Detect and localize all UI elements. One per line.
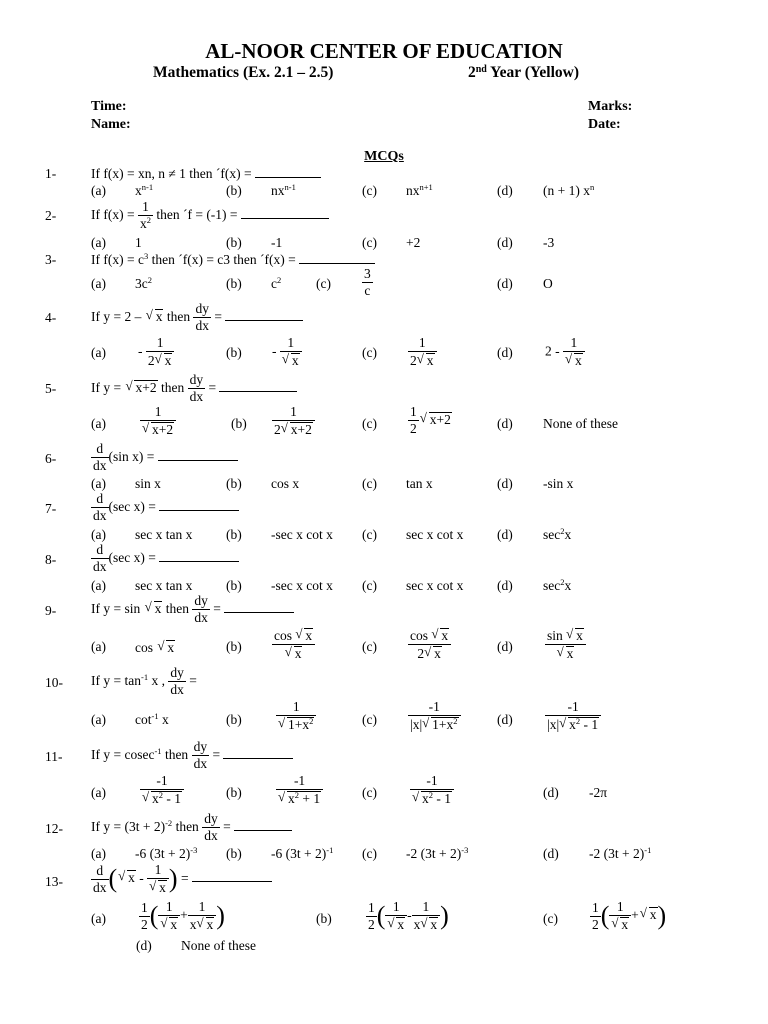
option-label: (c) [362,183,377,198]
question-3-stem: If $f(x) = c^3$ then ´f(x) = c3 then ´f(x) = [91,253,375,267]
question-number: 1- [45,166,57,181]
q1-option-c: $nx^{n+1}$ [406,182,433,198]
option-label: (d) [543,846,559,861]
q8-option-b: -sec x cot x [271,578,333,593]
option-label: (b) [226,345,242,360]
option-label: (b) [226,639,242,654]
option-label: (c) [362,712,377,727]
q2-option-c: +2 [406,235,421,250]
question-8-stem: $\frac{d}{dx}$ (sec x) = [91,543,239,574]
option-label: (d) [136,938,152,953]
question-number: 11- [45,749,63,764]
q12-option-a: -6 $(3t + 2)^{-3}$ [135,845,198,861]
option-label: (d) [497,527,513,542]
q5-option-d: None of these [543,416,618,431]
time-label: Time: [91,99,127,114]
question-1-stem: If f(x) = xn, n ≠ 1 then ´f(x) = [91,167,321,181]
option-label: (a) [91,235,106,250]
option-label: (b) [226,578,242,593]
section-title: MCQs [364,149,404,164]
option-label: (a) [91,345,106,360]
question-12-stem: If $y = (3t + 2)^{-2}$ then $\frac{dy}{dx}$ = [91,812,292,843]
option-label: (c) [362,345,377,360]
question-7-stem: $\frac{d}{dx}$ (sec x) = [91,492,239,523]
question-number: 10- [45,675,63,690]
q11-option-c: -1 √ $x^2 - 1$ [410,774,454,806]
option-label: (a) [91,476,106,491]
date-label: Date: [588,117,621,132]
q10-option-c: $\frac{-1}{|x|√ 1+x^2}$ [408,700,461,732]
q12-option-d: -2 $(3t + 2)^{-1}$ [589,845,652,861]
option-label: (a) [91,416,106,431]
name-label: Name: [91,117,131,132]
option-label: (d) [497,578,513,593]
q10-option-b: 1 √ $1+x^2$ [276,700,316,732]
q1-option-b: $nx^{n-1}$ [271,182,296,198]
q5-option-a: 1 √ x+2 [140,405,176,437]
q8-option-c: sec x cot x [406,578,464,593]
question-number: 13- [45,874,63,889]
question-number: 7- [45,501,57,516]
q13-option-b: $\frac{1}{2}$ ( 1 √ x - $\frac{1}{x√ x}$ ) [366,900,449,932]
q9-option-d: sin √ x √ x [545,628,586,661]
q6-option-a: sin x [135,476,161,491]
q1-option-a: $x^{n-1}$ [135,182,154,198]
option-label: (b) [226,276,242,291]
option-label: (a) [91,785,106,800]
q3-option-b: $c^2$ [271,275,282,291]
question-number: 5- [45,381,57,396]
question-number: 8- [45,552,57,567]
option-label: (b) [226,846,242,861]
q5-option-c: $\frac{1}{2}$ √ x+2 [408,405,452,436]
q6-option-b: cos x [271,476,300,491]
option-label: (d) [497,183,513,198]
question-6-stem: $\frac{d}{dx}$ (sin x) = [91,442,238,473]
question-13-stem: $\frac{d}{dx}$ (√ x - 1 √ x ) = [91,863,272,895]
option-label: (c) [362,578,377,593]
option-label: (c) [362,416,377,431]
q11-option-a: -1 √ $x^2 - 1$ [140,774,184,806]
option-label: (d) [497,476,513,491]
option-label: (d) [497,276,513,291]
option-label: (c) [362,639,377,654]
year-line: 2nd Year (Yellow) [468,64,579,81]
question-number: 6- [45,451,57,466]
option-label: (a) [91,527,106,542]
q2-option-a: 1 [135,235,142,250]
option-label: (d) [497,639,513,654]
option-label: (d) [497,235,513,250]
subject-line: Mathematics (Ex. 2.1 – 2.5) [153,64,334,81]
q2-option-b: -1 [271,235,283,250]
option-label: (b) [226,235,242,250]
option-label: (a) [91,639,106,654]
question-number: 4- [45,310,57,325]
q13-option-d: None of these [181,938,256,953]
option-label: (c) [362,235,377,250]
q10-option-a: $\cot^{-1} x$ [135,711,169,727]
question-10-stem: If $y = \tan^{-1} x$ , $\frac{dy}{dx}$ = [91,665,197,698]
q10-option-d: $\frac{-1}{|x|√ x^2 - 1}$ [545,700,601,732]
q7-option-b: -sec x cot x [271,527,333,542]
option-label: (a) [91,578,106,593]
q4-option-d: 2 - 1 √ x [545,336,585,368]
question-2-stem: If f(x) = $\frac{1}{x^2}$ then ´f = (-1) = [91,200,329,231]
q2-option-d: -3 [543,235,555,250]
q4-option-a: - $\frac{1}{2√ x}$ [138,336,174,368]
q11-option-b: -1 √ $x^2 + 1$ [276,774,323,806]
q12-option-b: -6 $(3t + 2)^{-1}$ [271,845,334,861]
question-number: 3- [45,252,57,267]
option-label: (a) [91,183,106,198]
option-label: (b) [226,712,242,727]
q8-option-d: $\sec^2x$ [543,577,572,593]
q3-option-a: $3c^2$ [135,275,152,291]
option-label: (a) [91,276,106,291]
option-label: (c) [362,846,377,861]
q11-option-d: -2π [589,785,608,800]
q5-option-b: $\frac{1}{2√ x+2}$ [272,405,315,437]
q4-option-b: - 1 √ x [272,336,302,368]
q9-option-a: cos √ x [135,640,175,655]
q12-option-c: -2 $(3t + 2)^{-3}$ [406,845,469,861]
option-label: (b) [226,476,242,491]
marks-label: Marks: [588,99,633,114]
q7-option-c: sec x cot x [406,527,464,542]
q8-option-a: sec x tan x [135,578,193,593]
q3-option-d: O [543,276,553,291]
q9-option-b: cos √ x √ x [272,628,315,661]
question-4-stem: If y = 2 – √ x then $\frac{dy}{dx}$ = [91,302,303,333]
option-label: (a) [91,712,106,727]
option-label: (d) [543,785,559,800]
q4-option-c: $\frac{1}{2√ x}$ [408,336,437,368]
option-label: (b) [226,527,242,542]
q3-option-c: $\frac{3}{c}$ [364,266,371,299]
question-number: 2- [45,208,57,223]
question-9-stem: If y = sin √ x then $\frac{dy}{dx}$ = [91,594,294,625]
option-label: (d) [497,712,513,727]
question-number: 9- [45,603,57,618]
option-label: (a) [91,911,106,926]
q6-option-d: -sin x [543,476,574,491]
option-label: (d) [497,345,513,360]
option-label: (b) [316,911,332,926]
q9-option-c: $\frac{\cos √ x}{2√ x}$ [408,628,451,661]
option-label: (b) [226,183,242,198]
school-title: AL-NOOR CENTER OF EDUCATION [205,39,563,63]
option-label: (d) [497,416,513,431]
option-label: (c) [362,785,377,800]
option-label: (a) [91,846,106,861]
q13-option-c: $\frac{1}{2}$ ( 1 √ x +√ x) [590,900,666,932]
q1-option-d: (n + 1) $x^n$ [543,182,595,198]
q7-option-a: sec x tan x [135,527,193,542]
q6-option-c: tan x [406,476,433,491]
q13-option-a: $\frac{1}{2}$ ( 1 √ x + $\frac{1}{x√ x}$ ) [139,900,225,932]
option-label: (b) [231,416,247,431]
question-number: 12- [45,821,63,836]
option-label: (b) [226,785,242,800]
option-label: (c) [362,527,377,542]
option-label: (c) [362,476,377,491]
option-label: (c) [543,911,558,926]
question-5-stem: If y = √ x+2 then $\frac{dy}{dx}$ = [91,373,297,404]
question-11-stem: If y = cosec$^{-1}$ then $\frac{dy}{dx}$ = [91,740,293,771]
q7-option-d: $\sec^2x$ [543,526,572,542]
option-label: (c) [316,276,331,291]
